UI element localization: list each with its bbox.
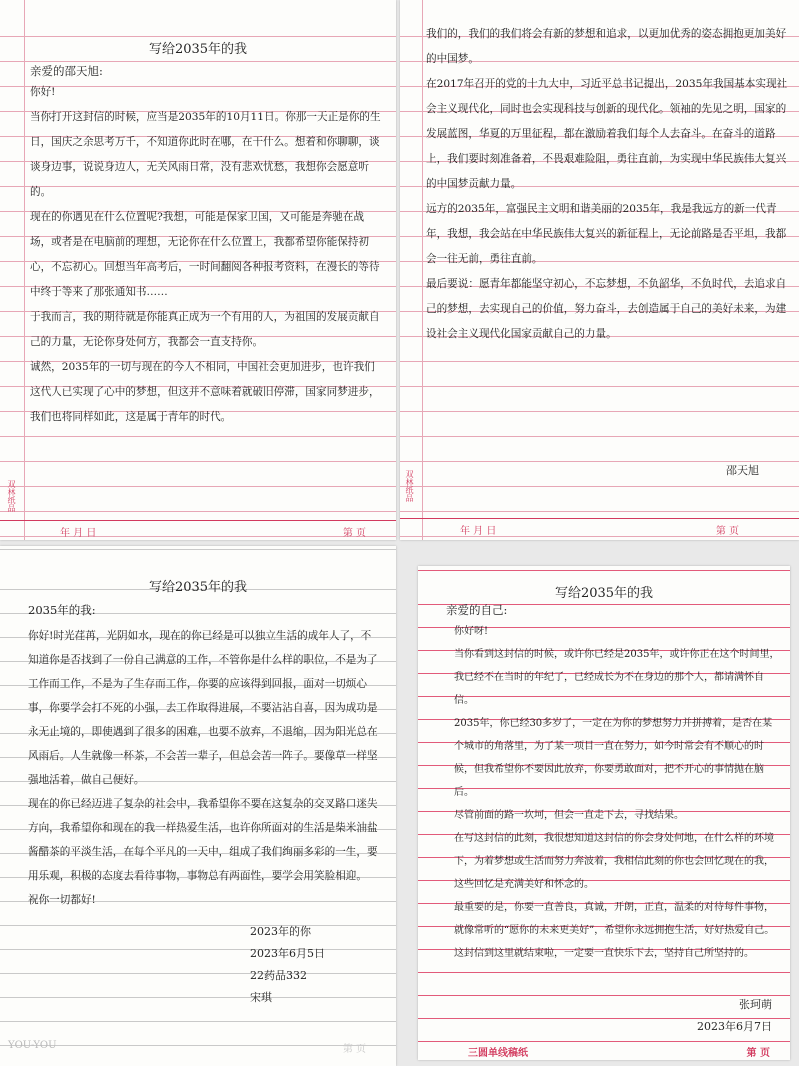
- letter-title: 写给2035年的我: [148, 42, 248, 57]
- letter-sheet-2: [400, 0, 799, 540]
- letter-signature: [697, 994, 772, 1038]
- letter-signature: 邵天旭: [726, 464, 759, 477]
- footer-divider: [0, 520, 396, 521]
- margin-line: [422, 0, 423, 540]
- footer-divider: [400, 518, 799, 519]
- footer-date: 年 月 日: [460, 526, 497, 537]
- signature-line: 宋琪: [250, 991, 272, 1004]
- letter-greeting: 亲爱的邵天旭:: [30, 64, 103, 78]
- letter-title: 写给2035年的我: [554, 586, 654, 601]
- paper-brand-mark: 双林纸品: [7, 480, 16, 512]
- letter-title: 写给2035年的我: [148, 580, 248, 595]
- paper-brand-mark: 双林纸品: [405, 470, 414, 502]
- signature-line: 22药品332: [250, 969, 307, 982]
- letter-greeting: 2035年的我:: [28, 603, 96, 617]
- signature-line: 2023年的你: [250, 925, 311, 938]
- letter-sheet-1: [0, 0, 396, 540]
- footer-page: 第 页: [715, 526, 739, 537]
- letter-greeting: 亲爱的自己:: [446, 603, 508, 617]
- letter-body: 你好呀! 当你看到这封信的时候，或许你已经是2035年，或许你正在这个时间里，我已经不在当时的年纪了，已经成长为不在身边的那个人，都请满怀自信。 2035年，你已经30多岁了，一定在为你的梦想努力并拼搏着，是否在某个城市的角落里，为了某一项目一直在努力，如今时常会有不顺心的时候，但我希望你不要因此放弃，你要勇敢面对，把不开心的事情抛在脑后。 尽管前面的路一坎坷，但会一直走下去，寻找结果。 在写这封信的此刻，我很想知道这封信的你会身处何地，在什么样的环境下，为着梦想或生活而努力奔波着，我相信此刻的你也会回忆现在的我，这些回忆是充满美好和怀念的。 最重要的是，你要一直善良，真诚，开朗，正直，温柔的对待每件事物，就像常听的“愿你的未来更美好”，希望你永远拥抱生活，好好热爱自己。 这封信到这里就结束啦，一定要一直快乐下去，坚持自己所坚持的。: [454, 626, 780, 959]
- footer-page: 第 页: [342, 528, 366, 539]
- letter-sheet-3: [0, 546, 396, 1066]
- letter-signature: [250, 921, 325, 1009]
- signature-line: 张珂萌: [739, 998, 772, 1011]
- signature-line: 2023年6月5日: [250, 947, 325, 960]
- footer-page: 第 页: [342, 1044, 366, 1055]
- signature-line: 2023年6月7日: [697, 1020, 772, 1033]
- letter-sheet-4: [418, 566, 790, 1060]
- paper-brand: YOU-YOU: [8, 1040, 57, 1051]
- letter-body: 我们的，我们的我们将会有新的梦想和追求，以更加优秀的姿态拥抱更加美好的中国梦。 在2017年召开的党的十九大中，习近平总书记提出，2035年我国基本实现社会主义现代化，同时也会实现科技与创新的现代化。领袖的先见之明，国家的发展蓝图，华夏的万里征程，都在激励着我们每个人去奋斗。在奋斗的道路上，我们要时刻准备着，不畏艰难险阻，勇往直前，为实现中华民族伟大复兴的中国梦贡献力量。 远方的2035年，富强民主文明和谐美丽的2035年，我是我远方的新一代青年，我想，我会站在中华民族伟大复兴的新征程上，无论前路是否平坦，我都会一往无前，勇往直前。 最后要说：愿青年都能坚守初心，不忘梦想，不负韶华，不负时代，去追求自己的梦想，去实现自己的价值，努力奋斗，去创造属于自己的美好未来，为建设社会主义现代化国家贡献自己的力量。: [426, 28, 788, 340]
- letter-body: 你好!时光荏苒，光阴如水，现在的你已经是可以独立生活的成年人了，不知道你是否找到了一份自己满意的工作，不管你是什么样的职位，不是为了工作而工作，不是为了生存而工作，你要的应该得到回报，面对一切烦心事，你要学会打不死的小强，去工作取得进展，不要沾沾自喜，因为成功是永无止境的，即使遇到了很多的困难，也要不放弃，不退缩，因为阳光总在风雨后。人生就像一杯茶，不会苦一辈子，但总会苦一阵子。要像草一样坚强地活着，做自己便好。 现在的你已经迈进了复杂的社会中，我希望你不要在这复杂的交叉路口迷失方向，我希望你和现在的我一样热爱生活，也许你所面对的生活是柴米油盐酱醋茶的平淡生活，在每个平凡的一天中，组成了我们绚丽多彩的一生，要用乐观，积极的态度去看待事物，事物总有两面性，要学会用笑脸相迎。 祝你一切都好!: [28, 630, 378, 906]
- letter-body: 你好! 当你打开这封信的时候，应当是2035年的10月11日。你那一天正是你的生日，国庆之余思考万千，不知道你此时在哪，在干什么。想着和你聊聊，谈谈身边事，说说身边人，无关风雨日常，没有悲欢忧愁，我想你会愿意听的。 现在的你遇见在什么位置呢?我想，可能是保家卫国，又可能是奔驰在战场，或者是在电脑前的理想，无论你在什么位置上，我都希望你能保持初心，不忘初心。回想当年高考后，一时间翻阅各种报考资料，在漫长的等待中终于等来了那张通知书…… 于我而言，我的期待就是你能真正成为一个有用的人，为祖国的发展贡献自己的力量，无论你身处何方，我都会一直支持你。 诚然，2035年的一切与现在的今人不相同，中国社会更加进步，也许我们这代人已实现了心中的梦想，但这并不意味着就破旧停滞，国家同梦进步，我们也将同样如此，这是属于青年的时代。: [30, 86, 381, 423]
- footer-page: 第 页: [746, 1048, 770, 1059]
- margin-line: [24, 0, 25, 540]
- footer-date: 年 月 日: [60, 528, 97, 539]
- paper-brand: 三圆单线稿纸: [468, 1048, 528, 1059]
